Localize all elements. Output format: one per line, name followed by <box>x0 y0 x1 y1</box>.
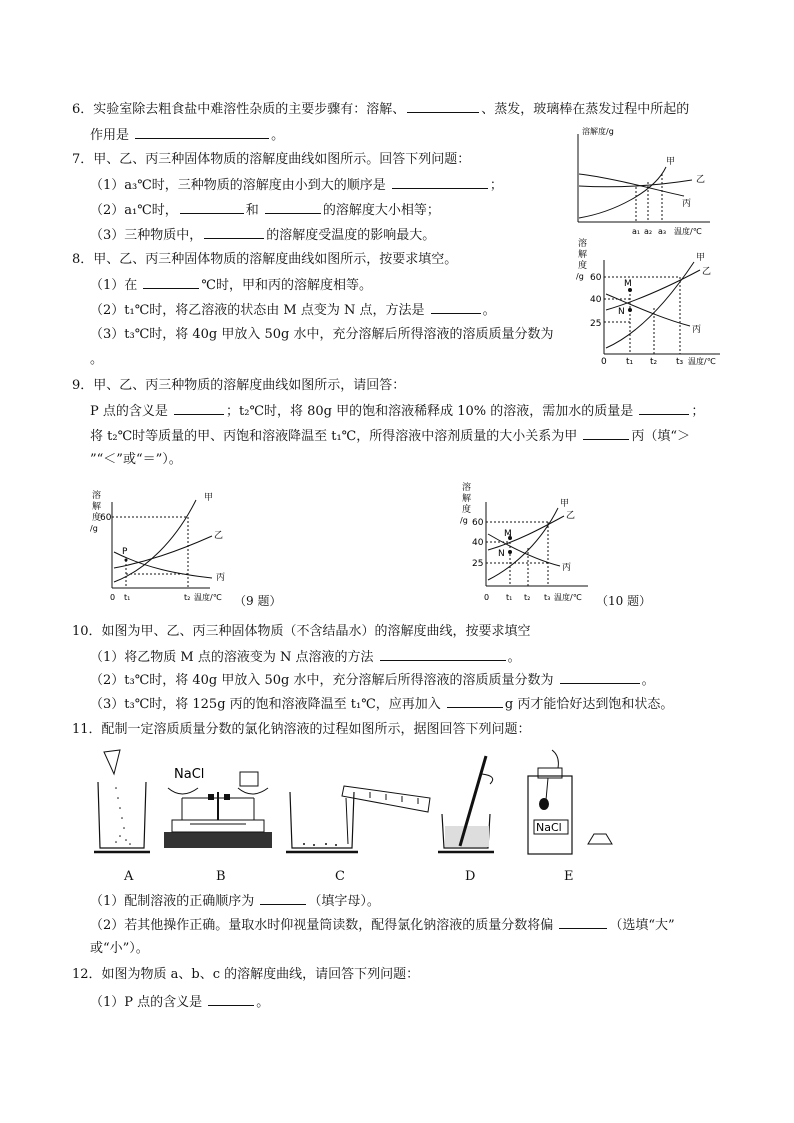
q8-ytick-40: 40 <box>590 295 602 305</box>
q10-curve-yi <box>488 516 564 550</box>
q11-procedure-figure <box>90 748 630 860</box>
svg-text:t₃: t₃ <box>676 357 684 367</box>
svg-text:t₁: t₁ <box>506 593 513 602</box>
q11-label-b: B <box>216 869 226 884</box>
q10-blank-1[interactable] <box>380 648 506 661</box>
q6-blank-2[interactable] <box>135 126 269 139</box>
q9-blank-2[interactable] <box>639 402 689 415</box>
svg-text:解: 解 <box>462 494 472 504</box>
svg-text:N: N <box>618 307 625 317</box>
q12-stem: 12．如图为物质 a、b、c 的溶解度曲线，请回答下列问题： <box>72 967 420 982</box>
svg-text:溶: 溶 <box>578 239 588 249</box>
figure-b-balance <box>164 767 272 848</box>
svg-text:60: 60 <box>472 518 484 528</box>
q8-part2: （2）t₁℃时，将乙溶液的状态由 M 点变为 N 点，方法是 。 <box>90 303 496 318</box>
svg-text:P: P <box>122 547 128 557</box>
q11-label-e: E <box>564 869 574 884</box>
svg-text:NaCl: NaCl <box>174 767 205 782</box>
svg-text:甲: 甲 <box>696 253 706 263</box>
q7-blank-1[interactable] <box>392 176 488 189</box>
svg-text:t₁: t₁ <box>626 357 634 367</box>
svg-text:温度/℃: 温度/℃ <box>554 593 582 602</box>
q9-blank-3[interactable] <box>583 427 629 440</box>
q8-ytick-25: 25 <box>590 319 602 329</box>
q11-label-d: D <box>465 869 476 884</box>
q11-label-c: C <box>335 869 345 884</box>
q8-part3-end: 。 <box>90 352 104 367</box>
q8-part1: （1）在 ℃时，甲和丙的溶解度相等。 <box>90 278 372 293</box>
svg-text:t₂: t₂ <box>650 357 658 367</box>
svg-text:25: 25 <box>472 559 484 569</box>
svg-text:/g: /g <box>576 272 584 281</box>
q7-label-yi: 乙 <box>696 175 706 185</box>
svg-text:度: 度 <box>462 505 472 515</box>
q9-part1: P 点的含义是 ；t₂℃时，将 80g 甲的饱和溶液稀释成 10% 的溶液，需加水的质量是 ； <box>90 404 705 419</box>
q10-point-n <box>508 550 512 554</box>
q7-tick-a1: a₁ <box>632 227 641 236</box>
q9-part3: ”“＜”或“＝”）。 <box>90 452 182 467</box>
svg-text:温度/℃: 温度/℃ <box>194 593 222 602</box>
svg-text:M: M <box>504 529 512 539</box>
q9-curve-yi <box>114 536 212 568</box>
q6-blank-1[interactable] <box>407 100 479 113</box>
q11-stem: 11．配制一定溶质质量分数的氯化钠溶液的过程如图所示，据图回答下列问题： <box>72 722 531 737</box>
q11-blank-2[interactable] <box>559 916 607 929</box>
svg-text:t₁: t₁ <box>124 593 131 602</box>
q7-stem: 7．甲、乙、丙三种固体物质的溶解度曲线如图所示。回答下列问题： <box>72 152 471 167</box>
svg-text:t₃: t₃ <box>544 593 551 602</box>
svg-text:N: N <box>498 549 505 559</box>
svg-text:乙: 乙 <box>566 511 576 521</box>
q7-tick-a2: a₂ <box>644 227 653 236</box>
svg-text:丙: 丙 <box>216 573 226 583</box>
q6-line2: 作用是 。 <box>90 128 285 143</box>
svg-text:度: 度 <box>92 513 102 523</box>
svg-text:t₂: t₂ <box>184 593 191 602</box>
q8-point-n <box>628 308 632 312</box>
q7-curve-bing <box>579 174 684 196</box>
q9-part2: 将 t₂℃时等质量的甲、丙饱和溶液降温至 t₁℃，所得溶液中溶剂质量的大小关系为甲 丙（填“＞ <box>90 429 691 444</box>
svg-text:0: 0 <box>484 593 490 602</box>
svg-text:甲: 甲 <box>560 499 570 509</box>
svg-text:0: 0 <box>601 357 607 367</box>
figure-d-stirring <box>438 756 494 852</box>
q9-solubility-chart <box>86 490 256 606</box>
svg-text:丙: 丙 <box>562 563 572 573</box>
q10-part3: （3）t₃℃时，将 125g 丙的饱和溶液降温至 t₁℃，应再加入 g 丙才能恰好达到饱和状态。 <box>90 697 674 712</box>
q7-part3: （3）三种物质中， 的溶解度受温度的影响最大。 <box>90 228 436 243</box>
q8-curve-yi <box>606 270 700 310</box>
q8-curve-jia <box>606 262 694 348</box>
q12-blank-1[interactable] <box>208 993 254 1006</box>
q10-part2: （2）t₃℃时，将 40g 甲放入 50g 水中，充分溶解后所得溶液的溶质质量分数为 。 <box>90 673 655 688</box>
q10-caption: （10 题） <box>596 594 652 608</box>
svg-text:60: 60 <box>100 513 112 523</box>
q8-solubility-chart <box>560 238 726 368</box>
q7-tick-a3: a₃ <box>658 227 667 236</box>
q11-part3: 或“小”）。 <box>90 941 149 956</box>
q11-part2: （2）若其他操作正确。量取水时仰视量筒读数，配得氯化钠溶液的质量分数将偏 （选填“大” <box>90 918 675 933</box>
q6-line1: 6．实验室除去粗食盐中难溶性杂质的主要步骤有：溶解、 、蒸发，玻璃棒在蒸发过程中所起的 <box>72 102 690 117</box>
q7-part2: （2）a₁℃时， 和 的溶解度大小相等； <box>90 203 440 218</box>
svg-text:40: 40 <box>472 538 484 548</box>
q7-label-bing: 丙 <box>682 199 692 209</box>
q8-part3: （3）t₃℃时，将 40g 甲放入 50g 水中，充分溶解后所得溶液的溶质质量分数为 <box>90 327 554 342</box>
svg-text:乙: 乙 <box>702 267 712 277</box>
svg-text:解: 解 <box>578 250 588 260</box>
q10-part1: （1）将乙物质 M 点的溶液变为 N 点溶液的方法 。 <box>90 650 521 665</box>
q8-blank-2[interactable] <box>431 301 481 314</box>
q7-solubility-chart <box>574 122 714 240</box>
svg-text:溶: 溶 <box>462 483 472 493</box>
q8-blank-1[interactable] <box>143 276 199 289</box>
svg-text:丙: 丙 <box>692 325 702 335</box>
svg-text:M: M <box>624 279 632 289</box>
q7-curve-yi <box>579 180 692 187</box>
q7-xlabel: 温度/℃ <box>674 227 702 236</box>
q7-blank-4[interactable] <box>204 226 264 239</box>
q10-blank-3[interactable] <box>447 695 503 708</box>
q10-solubility-chart <box>456 482 596 606</box>
figure-c-cylinder <box>286 786 430 852</box>
q11-label-a: A <box>124 869 134 884</box>
svg-text:0: 0 <box>110 593 116 602</box>
q7-part1: （1）a₃℃时，三种物质的溶解度由小到大的顺序是 ； <box>90 178 503 193</box>
q9-caption: （9 题） <box>234 594 282 608</box>
svg-text:度: 度 <box>578 261 588 271</box>
q9-stem: 9．甲、乙、丙三种物质的溶解度曲线如图所示，请回答： <box>72 378 406 393</box>
svg-text:甲: 甲 <box>204 493 214 503</box>
q11-part1: （1）配制溶液的正确顺序为 （填字母）。 <box>90 894 380 909</box>
svg-text:t₂: t₂ <box>524 593 531 602</box>
q10-blank-2[interactable] <box>560 671 640 684</box>
svg-text:解: 解 <box>92 502 102 512</box>
q9-point-p <box>125 559 128 562</box>
svg-text:乙: 乙 <box>214 531 224 541</box>
q7-curve-jia <box>579 167 666 218</box>
q8-stem: 8．甲、乙、丙三种固体物质的溶解度曲线如图所示，按要求填空。 <box>72 252 458 267</box>
q9-blank-1[interactable] <box>174 402 224 415</box>
q7-label-jia: 甲 <box>666 157 676 167</box>
q7-blank-2[interactable] <box>180 201 244 214</box>
q7-blank-3[interactable] <box>265 201 321 214</box>
svg-text:温度/℃: 温度/℃ <box>688 357 716 366</box>
q12-part1: （1）P 点的含义是 。 <box>90 995 270 1010</box>
svg-text:溶: 溶 <box>92 491 102 501</box>
figure-e-bottle <box>528 750 612 854</box>
q8-ytick-60: 60 <box>590 273 602 283</box>
svg-text:/g: /g <box>90 524 98 533</box>
q7-ylabel: 溶解度/g <box>582 127 614 136</box>
svg-text:/g: /g <box>460 516 468 525</box>
q11-blank-1[interactable] <box>260 892 306 905</box>
q10-stem: 10．如图为甲、乙、丙三种固体物质（不含结晶水）的溶解度曲线，按要求填空 <box>72 624 531 639</box>
figure-a-beaker <box>94 750 150 852</box>
svg-text:NaCl: NaCl <box>536 821 562 834</box>
